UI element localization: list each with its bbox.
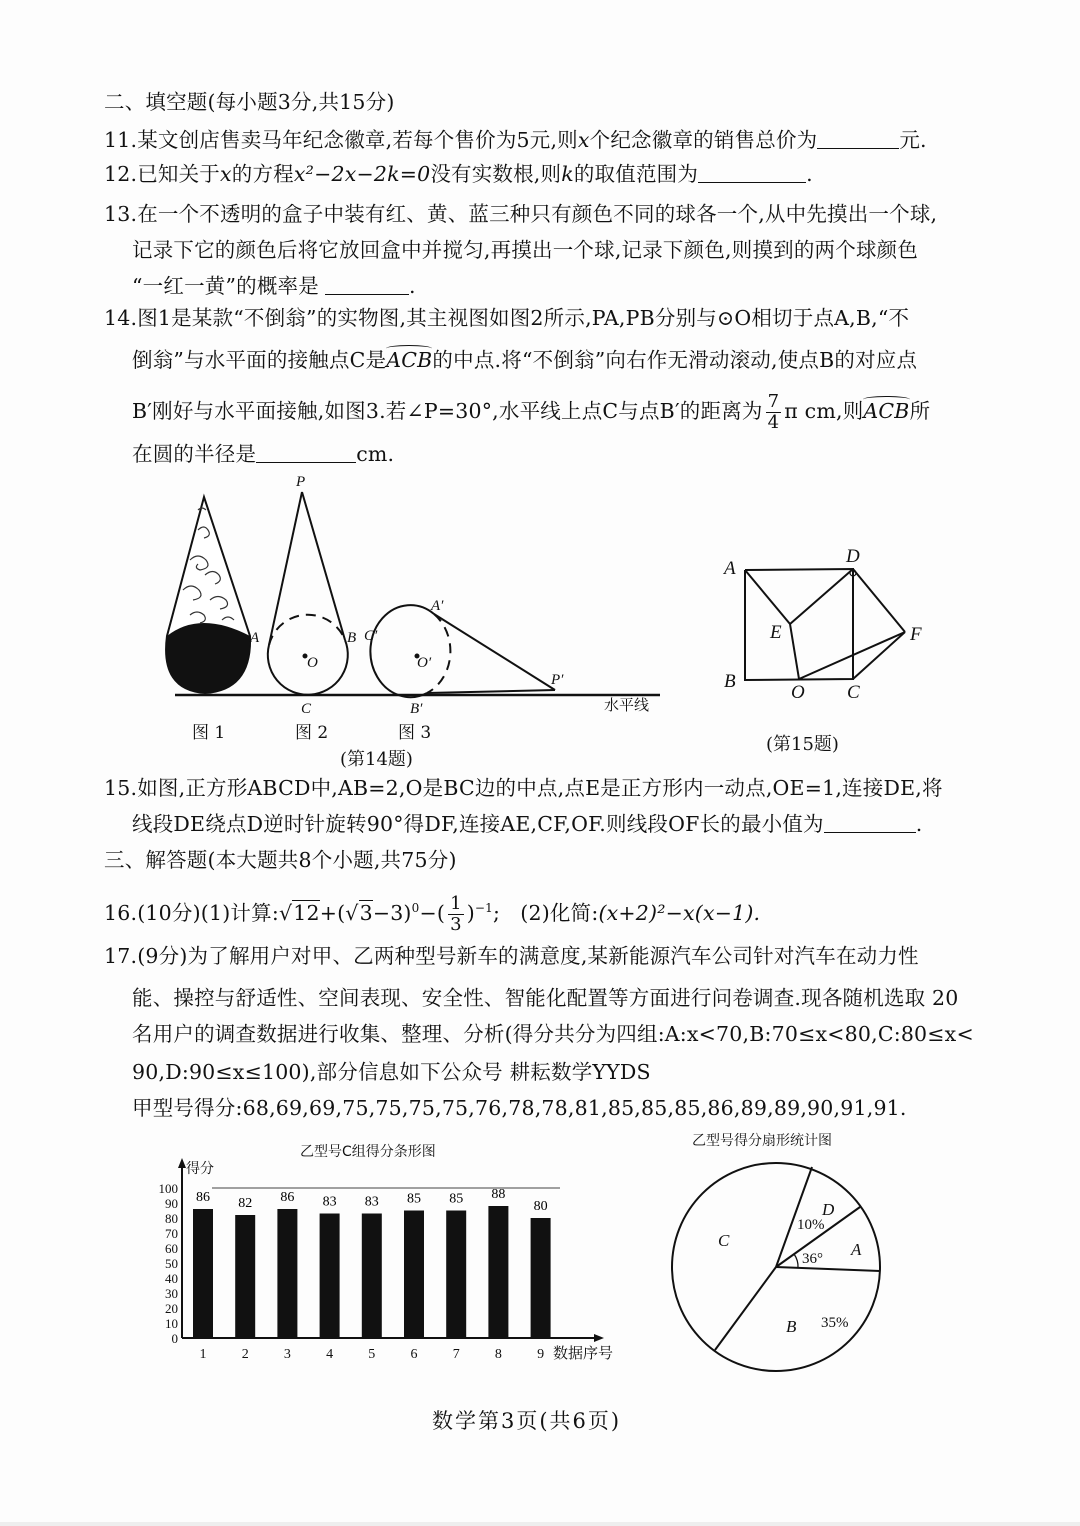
horizon-label: 水平线 — [604, 696, 650, 714]
fig2-label: 图 2 — [295, 723, 329, 743]
x-tick-label: 6 — [410, 1347, 418, 1362]
question-14-line-4: 在圆的半径是 cm. — [132, 442, 395, 466]
arc-acb: ACB — [386, 348, 433, 372]
fraction-7-4: $\frac{7}{4}$ — [767, 391, 780, 433]
y-tick-label: 70 — [165, 1226, 178, 1241]
bar-value-label: 83 — [364, 1194, 379, 1210]
bar-chart-xlabel: 数据序号 — [553, 1344, 614, 1362]
fig1-label: 图 1 — [192, 723, 226, 743]
svg-text:B: B — [347, 630, 357, 646]
svg-text:O: O — [791, 682, 805, 703]
x-tick-label: 9 — [537, 1347, 545, 1362]
question-14-line-1: 14.图1是某款“不倒翁”的实物图,其主视图如图2所示,PA,PB分别与⊙O相切于点A,B,“不 — [104, 306, 910, 330]
x-tick-label: 4 — [326, 1347, 334, 1362]
question-17-line-1: 17.(9分)为了解用户对甲、乙两种型号新车的满意度,某新能源汽车公司针对汽车在动力性 — [104, 944, 919, 968]
question-14-line-3: B′刚好与水平面接触,如图3.若∠P=30°,水平线上点C与点B′的距离为 $\frac{7}{4}$ π cm,则ACB所 — [132, 391, 931, 433]
y-tick-label: 40 — [165, 1271, 178, 1286]
svg-text:E: E — [770, 622, 782, 643]
pie-annotation-d: 10% — [797, 1217, 825, 1233]
pie-annotation-b: 35% — [821, 1315, 849, 1331]
svg-text:C: C — [847, 682, 860, 703]
pie-label-d: D — [822, 1200, 835, 1219]
question-11: 11.某文创店售卖马年纪念徽章,若每个售价为5元,则x个纪念徽章的销售总价为 元. — [104, 128, 927, 152]
bar-value-label: 86 — [196, 1190, 210, 1205]
svg-text:O: O — [307, 655, 318, 671]
section-3-title: 三、解答题(本大题共8个小题,共75分) — [104, 848, 457, 872]
bar-value-label: 82 — [238, 1196, 253, 1211]
svg-text:O′: O′ — [417, 655, 432, 671]
y-tick-label: 30 — [165, 1286, 178, 1301]
svg-text:A′: A′ — [431, 598, 444, 614]
svg-text:D: D — [846, 546, 860, 567]
question-number: 11. — [104, 128, 138, 152]
y-tick-label: 90 — [165, 1196, 178, 1211]
svg-text:B: B — [724, 671, 736, 692]
question-17-line-5: 甲型号得分:68,69,69,75,75,75,75,76,78,78,81,85,85,85,86,89,89,90,91,91. — [132, 1096, 907, 1120]
x-tick-label: 2 — [241, 1347, 249, 1362]
svg-text:A: A — [724, 558, 736, 579]
question-17-line-2: 能、操控与舒适性、空间表现、安全性、智能化配置等方面进行问卷调查.现各随机选取 20 — [132, 986, 959, 1010]
question-13-line-2: 记录下它的颜色后将它放回盒中并搅匀,再摸出一个球,记录下颜色,则摸到的两个球颜色 — [132, 238, 919, 262]
y-tick-label: 10 — [165, 1316, 178, 1331]
question-15-line-1: 15.如图,正方形ABCD中,AB=2,O是BC边的中点,点E是正方形内一动点,OE=1,连接DE,将 — [104, 776, 943, 800]
section-2-title: 二、填空题(每小题3分,共15分) — [104, 90, 395, 114]
y-tick-label: 80 — [165, 1211, 178, 1226]
bar-value-label: 88 — [491, 1187, 506, 1202]
bar-value-label: 80 — [533, 1199, 548, 1214]
point-label-p: P — [296, 474, 306, 490]
question-12: 12.已知关于x的方程x²−2x−2k=0没有实数根,则k的取值范围为 . — [104, 162, 813, 186]
page-footer: 数学第3页(共6页) — [432, 1409, 622, 1433]
pie-chart-title: 乙型号得分扇形统计图 — [692, 1133, 832, 1149]
bar-value-label: 86 — [280, 1190, 295, 1205]
svg-text:C: C — [301, 701, 312, 717]
svg-text:B′: B′ — [410, 701, 423, 717]
question-14-line-2: 倒翁”与水平面的接触点C是ACB的中点.将“不倒翁”向右作无滑动滚动,使点B的对应点 — [132, 348, 918, 372]
x-tick-label: 3 — [283, 1347, 291, 1362]
bar-value-label: 85 — [449, 1191, 464, 1207]
svg-text:P′: P′ — [551, 672, 564, 688]
svg-text:F: F — [910, 624, 922, 645]
x-tick-label: 7 — [452, 1347, 460, 1362]
bar-value-label: 83 — [322, 1194, 337, 1210]
question-17-line-3: 名用户的调查数据进行收集、整理、分析(得分共分为四组:A:x<70,B:70≤x<80,C:80≤x< — [132, 1022, 974, 1046]
fig3-label: 图 3 — [398, 723, 432, 743]
y-tick-label: 50 — [165, 1256, 178, 1271]
question-17-line-4: 90,D:90≤x≤100),部分信息如下公众号 耕耘数学YYDS — [132, 1060, 651, 1084]
pie-annotation-a: 36° — [802, 1251, 823, 1267]
y-tick-label: 60 — [165, 1241, 178, 1256]
question-15-line-2: 线段DE绕点D逆时针旋转90°得DF,连接AE,CF,OF.则线段OF长的最小值为 . — [132, 812, 923, 836]
y-tick-label: 0 — [171, 1331, 178, 1346]
x-tick-label: 5 — [368, 1347, 376, 1362]
x-tick-label: 8 — [494, 1347, 502, 1362]
question-13-line-3: “一红一黄”的概率是 . — [132, 274, 416, 298]
figure-14-caption: (第14题) — [340, 749, 413, 770]
pie-label-c: C — [718, 1231, 730, 1250]
svg-text:C′: C′ — [364, 628, 378, 644]
y-tick-label: 100 — [158, 1181, 178, 1196]
figure-15-caption: (第15题) — [766, 734, 839, 755]
page-edge — [0, 1522, 1080, 1526]
bar-chart-ylabel: 得分 — [186, 1161, 214, 1177]
svg-text:A: A — [250, 630, 260, 646]
bar-chart-title: 乙型号C组得分条形图 — [300, 1144, 436, 1160]
pie-label-a: A — [851, 1240, 862, 1259]
question-16: 16.(10分)(1)计算$:√12+(√3-3)^0-$( $\frac{1}{3}$ )$^{-1}$; (2)化简:(x+2)²−x(x−1). — [104, 893, 761, 935]
bar-value-label: 85 — [407, 1191, 421, 1207]
y-tick-label: 20 — [165, 1301, 178, 1316]
pie-label-b: B — [786, 1317, 797, 1336]
x-tick-label: 1 — [199, 1347, 207, 1362]
question-13-line-1: 13.在一个不透明的盒子中装有红、黄、蓝三种只有颜色不同的球各一个,从中先摸出一个球, — [104, 202, 938, 226]
